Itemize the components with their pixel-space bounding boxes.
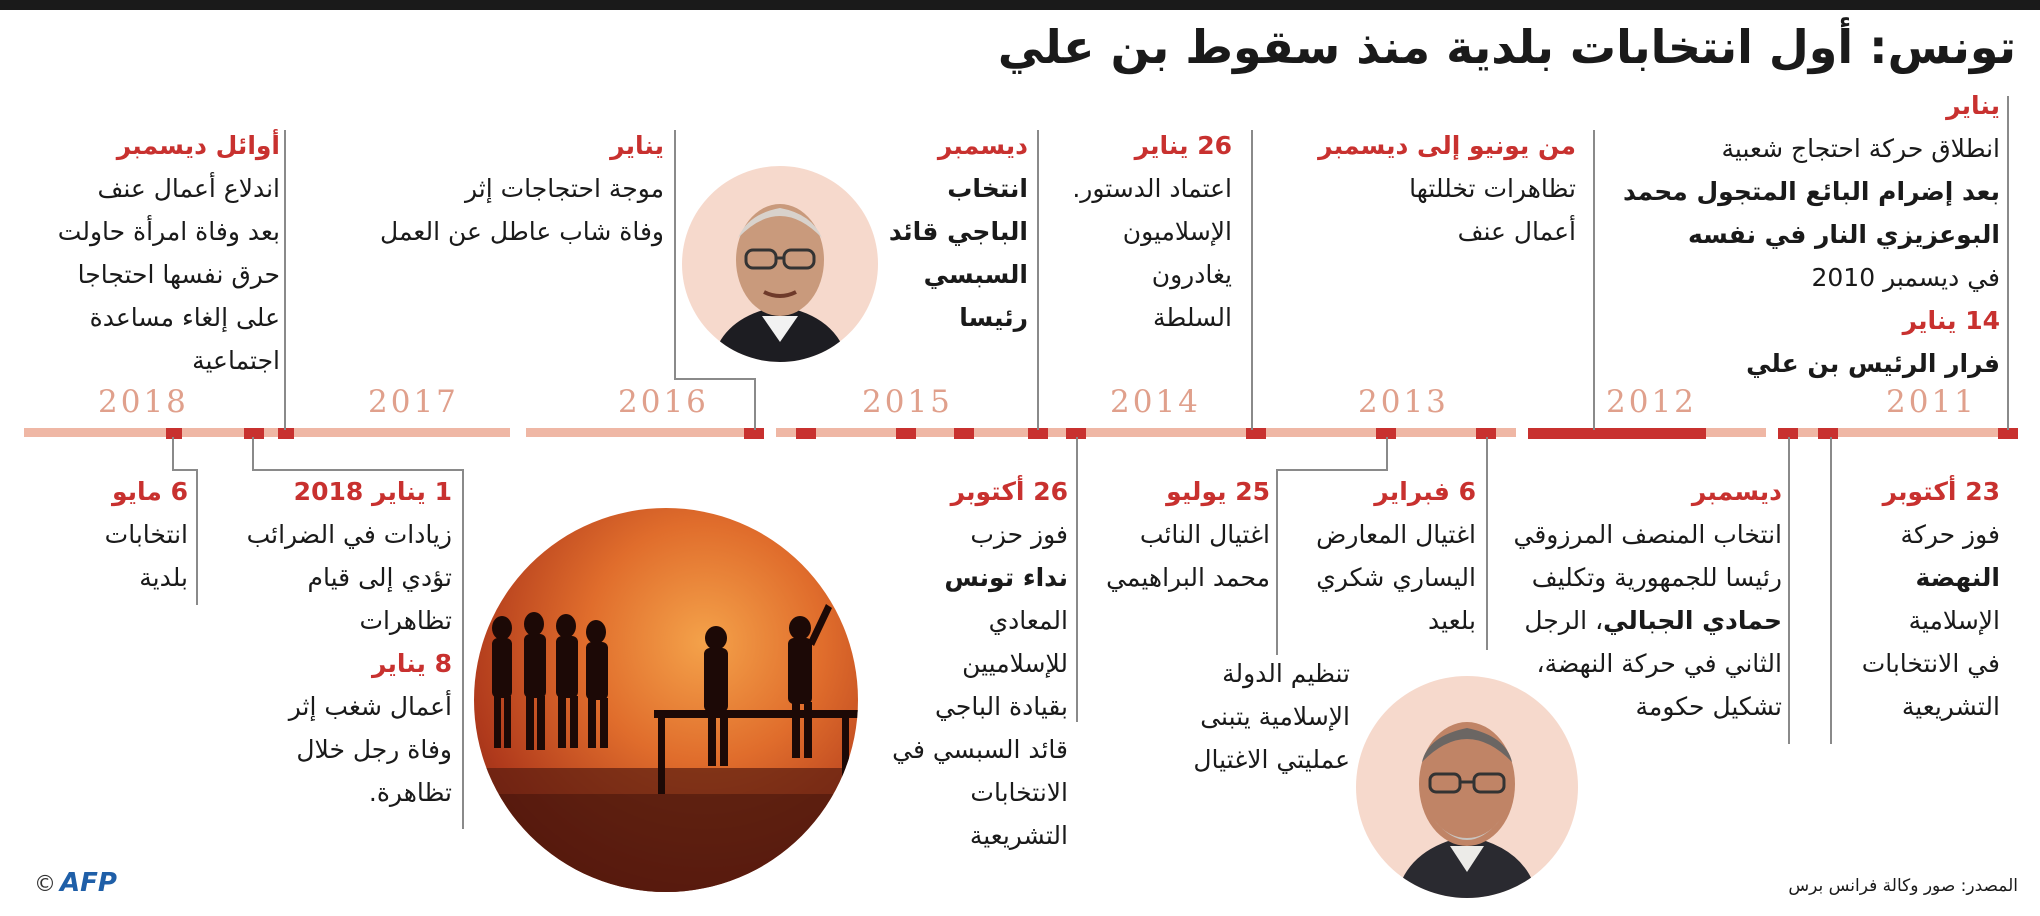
event-text: انتخاب: [947, 174, 1028, 203]
connector-line: [754, 378, 756, 430]
source-credit: المصدر: صور وكالة فرانس برس: [1788, 876, 2018, 896]
axis-marker: [796, 428, 816, 439]
event-text: في ديسمبر 2010: [1811, 263, 2000, 292]
event-text: اغتيال المعارض: [1316, 520, 1476, 549]
axis-marker: [896, 428, 916, 439]
axis-marker-2012: [1528, 428, 1706, 439]
event-text: الباجي قائد: [888, 217, 1028, 246]
portrait-jebali-photo: [1356, 676, 1578, 898]
event-text: السبسي: [923, 260, 1028, 289]
event-text: تظاهرة.: [368, 778, 452, 807]
year-label-2012: 2012: [1606, 384, 1697, 420]
event-text: اغتيال النائب: [1139, 520, 1270, 549]
event-date: من يونيو إلى ديسمبر: [1318, 131, 1576, 160]
event-text: تظاهرات: [359, 606, 452, 635]
event-text: أعمال عنف: [1457, 217, 1576, 246]
event-text: فوز حركة: [1900, 520, 2000, 549]
event-text: وفاة رجل خلال: [296, 735, 452, 764]
afp-logo-text: AFP: [60, 868, 117, 898]
event-text: بعد وفاة امرأة حاولت: [57, 217, 280, 246]
event-text: انتخابات: [104, 520, 188, 549]
event-text-rest: ، الرجل: [1524, 606, 1604, 635]
event-text: وفاة شاب عاطل عن العمل: [380, 217, 664, 246]
event-text: بعد إضرام البائع المتجول محمد: [1623, 177, 2000, 206]
event-2014-october: [892, 470, 1068, 857]
event-date: أوائل ديسمبر: [116, 131, 280, 160]
event-date: يناير: [1946, 91, 2000, 120]
event-2013-february: [1316, 470, 1476, 642]
event-2016-january: [380, 124, 664, 253]
axis-marker: [1818, 428, 1838, 439]
axis-marker: [244, 428, 264, 439]
event-2011-october: [1862, 470, 2000, 728]
event-2013-june-december: [1318, 124, 1576, 253]
connector-line: [172, 437, 174, 471]
connector-line: [1386, 437, 1388, 471]
connector-line: [284, 130, 286, 430]
connector-line: [1037, 130, 1039, 430]
year-label-2017: 2017: [368, 384, 459, 420]
year-label-2016: 2016: [618, 384, 709, 420]
event-2018-january-1: [247, 470, 452, 814]
event-text: اليساري شكري: [1316, 563, 1476, 592]
event-2014-january: [1072, 124, 1232, 339]
connector-line: [1076, 437, 1078, 722]
event-date: يناير: [610, 131, 664, 160]
event-text: على إلغاء مساعدة: [89, 303, 280, 332]
event-text: انطلاق حركة احتجاج شعبية: [1721, 134, 2000, 163]
event-text: حرق نفسها احتجاجا: [77, 260, 280, 289]
event-text: رئيسا للجمهورية وتكليف: [1531, 563, 1782, 592]
event-2013-july: [1106, 470, 1270, 599]
event-date: 14 يناير: [1902, 306, 2000, 335]
event-text: محمد البراهيمي: [1106, 563, 1270, 592]
event-text: تؤدي إلى قيام: [307, 563, 452, 592]
page-title: تونس: أول انتخابات بلدية منذ سقوط بن علي: [997, 20, 2016, 74]
event-2011-january: [1623, 84, 2000, 385]
event-text: تظاهرات تخللتها: [1409, 174, 1576, 203]
axis-marker: [166, 428, 182, 439]
event-date: ديسمبر: [937, 131, 1028, 160]
event-text: بلعيد: [1428, 606, 1476, 635]
event-text: التشريعية: [969, 821, 1068, 850]
event-text: السلطة: [1152, 303, 1232, 332]
event-text: تشكيل حكومة: [1635, 692, 1782, 721]
event-text: رئيسا: [959, 303, 1028, 332]
copyright-icon: ©: [34, 872, 56, 897]
axis-marker: [1246, 428, 1266, 439]
event-text: قائد السبسي في: [892, 735, 1068, 764]
event-text: النهضة: [1915, 563, 2000, 592]
event-text: أعمال شغب إثر: [288, 692, 452, 721]
event-date: 6 مايو: [111, 477, 188, 506]
event-text: الإسلامية: [1908, 606, 2000, 635]
event-date: 6 فبراير: [1374, 477, 1476, 506]
event-text: تنظيم الدولة: [1222, 659, 1350, 688]
event-text: يغادرون: [1151, 260, 1232, 289]
event-text: فرار الرئيس بن علي: [1746, 349, 2000, 378]
event-text: [1514, 599, 1783, 642]
event-text: بقيادة الباجي: [935, 692, 1068, 721]
year-label-2011: 2011: [1886, 384, 1977, 420]
year-label-2015: 2015: [862, 384, 953, 420]
event-date: 25 يوليو: [1166, 477, 1270, 506]
year-label-2013: 2013: [1358, 384, 1449, 420]
event-date: 26 يناير: [1134, 131, 1232, 160]
event-text: عمليتي الاغتيال: [1193, 745, 1350, 774]
event-text: التشريعية: [1901, 692, 2000, 721]
event-2018-may: [105, 470, 188, 599]
event-2015-december: [889, 124, 1028, 339]
event-text: اجتماعية: [192, 346, 280, 375]
event-text: البوعزيزي النار في نفسه: [1687, 220, 2000, 249]
axis-marker: [954, 428, 974, 439]
event-text: موجة احتجاجات إثر: [464, 174, 664, 203]
event-text: الإسلامية يتبنى: [1200, 702, 1350, 731]
event-date: 23 أكتوبر: [1882, 477, 2000, 506]
event-date: ديسمبر: [1691, 477, 1782, 506]
event-date: 26 أكتوبر: [950, 477, 1068, 506]
connector-line: [674, 378, 754, 380]
event-2012-december: [1514, 470, 1783, 728]
connector-line: [1276, 469, 1278, 655]
event-2017-december: [58, 124, 280, 382]
event-text: فوز حزب: [970, 520, 1068, 549]
connector-line: [1593, 130, 1595, 430]
connector-line: [462, 469, 464, 829]
connector-line: [1486, 437, 1488, 650]
event-text: الإسلاميون: [1122, 217, 1232, 246]
connector-line: [1251, 130, 1253, 430]
connector-line: [674, 130, 676, 378]
event-date: 8 يناير: [371, 649, 452, 678]
connector-line: [196, 469, 198, 605]
event-text: زيادات في الضرائب: [246, 520, 452, 549]
connector-line: [1788, 437, 1790, 744]
event-text: اعتماد الدستور.: [1072, 174, 1232, 203]
axis-segment-2017-2018: [24, 428, 510, 437]
connector-line: [2007, 96, 2009, 430]
axis-segment-2014-2015: [776, 428, 1276, 437]
connector-line: [1830, 437, 1832, 744]
event-text-bold: حمادي الجبالي: [1603, 606, 1782, 635]
afp-logo: [34, 868, 117, 898]
riot-scene-photo: [474, 508, 858, 892]
event-text: نداء تونس: [944, 563, 1068, 592]
connector-line: [252, 437, 254, 471]
event-text: الثاني في حركة النهضة،: [1536, 649, 1782, 678]
event-text: الانتخابات: [970, 778, 1068, 807]
event-text: في الانتخابات: [1861, 649, 2000, 678]
event-text: اندلاع أعمال عنف: [97, 174, 280, 203]
axis-segment-2011: [1778, 428, 2018, 437]
event-text: للإسلاميين: [962, 649, 1068, 678]
top-bar: [0, 0, 2040, 10]
year-label-2014: 2014: [1110, 384, 1201, 420]
event-date: 1 يناير 2018: [293, 477, 452, 506]
event-text: المعادي: [988, 606, 1068, 635]
portrait-essebsi-photo: [682, 166, 878, 362]
event-text: بلدية: [139, 563, 188, 592]
axis-segment-2016: [526, 428, 764, 437]
event-text: انتخاب المنصف المرزوقي: [1513, 520, 1782, 549]
year-label-2018: 2018: [98, 384, 189, 420]
axis-marker: [278, 428, 294, 439]
event-2013-isis-claim: [1193, 652, 1350, 781]
